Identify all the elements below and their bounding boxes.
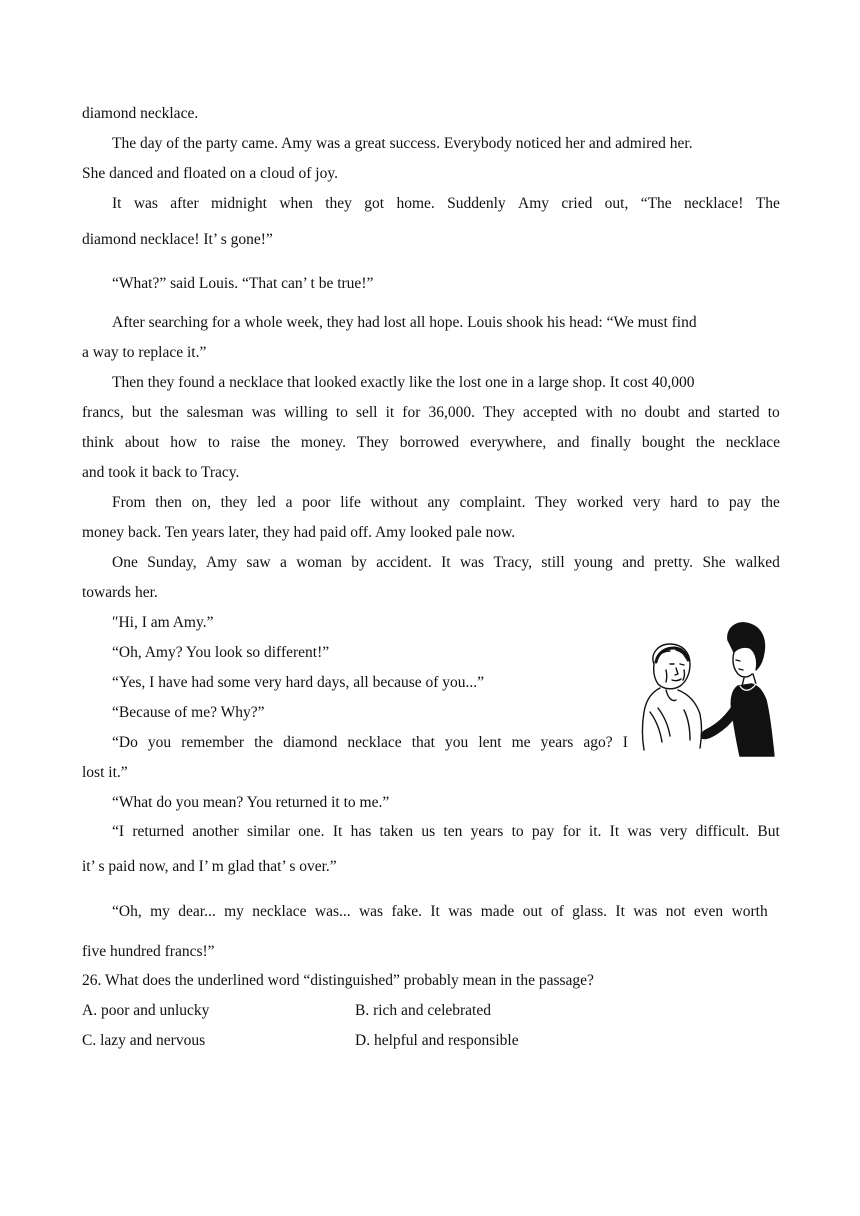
word: It bbox=[609, 823, 620, 840]
word: pay bbox=[728, 494, 752, 511]
word: the bbox=[695, 434, 715, 451]
word: returned bbox=[132, 823, 184, 840]
word: pretty. bbox=[654, 554, 694, 571]
option-d[interactable]: D. helpful and responsible bbox=[355, 1032, 519, 1049]
word: years bbox=[540, 734, 574, 751]
word: They bbox=[535, 494, 567, 511]
word: you bbox=[445, 734, 469, 751]
word: without bbox=[370, 494, 418, 511]
word: then bbox=[155, 494, 182, 511]
word: the bbox=[271, 434, 290, 451]
word: the bbox=[159, 404, 179, 421]
word: woman bbox=[296, 554, 342, 571]
passage-line bbox=[112, 553, 780, 573]
word: They bbox=[483, 404, 515, 421]
option-c[interactable]: C. lazy and nervous bbox=[82, 1032, 206, 1049]
word: was bbox=[459, 554, 485, 571]
word: poor bbox=[302, 494, 331, 511]
word: the bbox=[254, 734, 274, 751]
word: with bbox=[585, 404, 613, 421]
passage-line: diamond necklace! It’ s gone!” bbox=[82, 231, 273, 248]
word: by bbox=[351, 554, 367, 571]
passage-line bbox=[82, 403, 780, 423]
word: to bbox=[707, 494, 720, 511]
word: you bbox=[147, 734, 172, 751]
word: necklace bbox=[347, 734, 402, 751]
word: very bbox=[632, 494, 661, 511]
word: made bbox=[480, 903, 515, 920]
word: It bbox=[430, 903, 440, 920]
word: no bbox=[620, 404, 637, 421]
word: they bbox=[325, 195, 352, 212]
word: they bbox=[220, 494, 248, 511]
word: complaint. bbox=[459, 494, 526, 511]
passage-line: money back. Ten years later, they had paid off. Amy looked pale now. bbox=[82, 524, 516, 541]
word: cried bbox=[561, 195, 593, 212]
word: willing bbox=[283, 404, 328, 421]
word: to bbox=[767, 404, 780, 421]
word: diamond bbox=[283, 734, 338, 751]
passage-line: “Oh, Amy? You look so different!” bbox=[112, 644, 330, 661]
passage-line: Then they found a necklace that looked exactly like the lost one in a large shop. It cost 40,000 bbox=[112, 374, 695, 391]
word: borrowed bbox=[399, 434, 460, 451]
word: was bbox=[251, 404, 276, 421]
word: about bbox=[124, 434, 160, 451]
word: was bbox=[448, 903, 473, 920]
word: very bbox=[659, 823, 688, 840]
word: and bbox=[557, 434, 580, 451]
word: I bbox=[622, 734, 628, 751]
word: it. bbox=[588, 823, 602, 840]
word: ago? bbox=[583, 734, 613, 751]
word: glass. bbox=[572, 903, 608, 920]
passage-line: “Because of me? Why?” bbox=[112, 704, 265, 721]
word: life bbox=[340, 494, 361, 511]
word: It bbox=[112, 195, 122, 212]
word: They bbox=[356, 434, 389, 451]
word: of bbox=[550, 903, 564, 920]
word: was... bbox=[314, 903, 351, 920]
word: not bbox=[665, 903, 686, 920]
passage-line: “What?” said Louis. “That can’ t be true!” bbox=[112, 275, 374, 292]
word: The bbox=[755, 195, 780, 212]
word: necklace! bbox=[684, 195, 744, 212]
word: remember bbox=[181, 734, 245, 751]
option-b[interactable]: B. rich and celebrated bbox=[355, 1002, 491, 1019]
word: francs, bbox=[82, 404, 124, 421]
word: salesman bbox=[186, 404, 244, 421]
word: It bbox=[332, 823, 343, 840]
word: One bbox=[112, 554, 138, 571]
word: still bbox=[541, 554, 565, 571]
word: has bbox=[350, 823, 372, 840]
word: Suddenly bbox=[447, 195, 506, 212]
word: necklace bbox=[252, 903, 307, 920]
passage-line: She danced and floated on a cloud of joy. bbox=[82, 165, 338, 182]
word: out bbox=[522, 903, 543, 920]
word: From bbox=[112, 494, 146, 511]
word: accepted bbox=[522, 404, 578, 421]
word: finally bbox=[590, 434, 631, 451]
word: us bbox=[421, 823, 436, 840]
word: She bbox=[702, 554, 726, 571]
word: out, bbox=[604, 195, 629, 212]
word: sell bbox=[355, 404, 378, 421]
passage-line bbox=[112, 902, 768, 922]
word: fake. bbox=[391, 903, 423, 920]
passage-line: diamond necklace. bbox=[82, 105, 199, 122]
passage-line bbox=[112, 733, 628, 753]
word: for bbox=[402, 404, 421, 421]
word: home. bbox=[396, 195, 435, 212]
word: even bbox=[693, 903, 724, 920]
passage-line: The day of the party came. Amy was a great success. Everybody noticed her and admired her. bbox=[112, 135, 693, 152]
passage-line bbox=[112, 493, 780, 513]
word: any bbox=[427, 494, 450, 511]
word: to bbox=[335, 404, 348, 421]
word: think bbox=[82, 434, 114, 451]
word: was bbox=[358, 903, 384, 920]
word: the bbox=[760, 494, 780, 511]
word: me bbox=[511, 734, 531, 751]
passage-line bbox=[112, 822, 780, 842]
word: hard bbox=[669, 494, 698, 511]
word: difficult. bbox=[695, 823, 750, 840]
word: Tracy, bbox=[493, 554, 532, 571]
passage-line: “What do you mean? You returned it to me.” bbox=[112, 794, 390, 811]
word: another bbox=[192, 823, 239, 840]
word: after bbox=[170, 195, 199, 212]
word: midnight bbox=[211, 195, 267, 212]
word: my bbox=[224, 903, 244, 920]
passage-line bbox=[112, 194, 780, 214]
word: Amy bbox=[518, 195, 549, 212]
passage-line bbox=[82, 433, 780, 453]
word: 36,000. bbox=[428, 404, 475, 421]
word: for bbox=[562, 823, 581, 840]
word: necklace bbox=[725, 434, 780, 451]
word: worth bbox=[731, 903, 768, 920]
word: a bbox=[279, 554, 287, 571]
word: and bbox=[687, 404, 711, 421]
word: walked bbox=[735, 554, 780, 571]
word: got bbox=[364, 195, 385, 212]
word: years bbox=[470, 823, 504, 840]
passage-line: “Yes, I have had some very hard days, all because of you...” bbox=[112, 674, 485, 691]
word: to bbox=[511, 823, 524, 840]
word: to bbox=[207, 434, 220, 451]
word: Amy bbox=[206, 554, 238, 571]
passage-line: a way to replace it.” bbox=[82, 344, 207, 361]
word: was bbox=[627, 823, 652, 840]
word: one. bbox=[298, 823, 325, 840]
word: It bbox=[441, 554, 451, 571]
question-text: 26. What does the underlined word “distinguished” probably mean in the passage? bbox=[82, 972, 594, 989]
word: but bbox=[131, 404, 152, 421]
word: my bbox=[150, 903, 170, 920]
word: how bbox=[170, 434, 197, 451]
passage-line: ″Hi, I am Amy.” bbox=[112, 614, 214, 631]
word: that bbox=[411, 734, 435, 751]
word: worked bbox=[576, 494, 624, 511]
word: Sunday, bbox=[147, 554, 197, 571]
word: led bbox=[256, 494, 276, 511]
word: pay bbox=[531, 823, 555, 840]
word: on, bbox=[191, 494, 211, 511]
word: everywhere, bbox=[470, 434, 547, 451]
word: accident. bbox=[376, 554, 432, 571]
illustration-two-women bbox=[640, 620, 778, 760]
word: raise bbox=[230, 434, 261, 451]
word: money. bbox=[300, 434, 346, 451]
passage-line: After searching for a whole week, they had lost all hope. Louis shook his head: “We must find bbox=[112, 314, 697, 331]
word: taken bbox=[379, 823, 414, 840]
word: when bbox=[279, 195, 313, 212]
word: similar bbox=[246, 823, 291, 840]
passage-line: it’ s paid now, and I’ m glad that’ s over.” bbox=[82, 858, 337, 875]
word: and bbox=[622, 554, 645, 571]
word: But bbox=[757, 823, 780, 840]
word: “Oh, bbox=[112, 903, 142, 920]
option-a[interactable]: A. poor and unlucky bbox=[82, 1002, 210, 1019]
word: bought bbox=[641, 434, 685, 451]
word: lent bbox=[478, 734, 502, 751]
word: “I bbox=[112, 823, 125, 840]
passage-line: and took it back to Tracy. bbox=[82, 464, 240, 481]
word: doubt bbox=[644, 404, 680, 421]
word: dear... bbox=[178, 903, 216, 920]
passage-line: five hundred francs!” bbox=[82, 943, 215, 960]
word: saw bbox=[246, 554, 271, 571]
word: was bbox=[133, 195, 158, 212]
word: It bbox=[615, 903, 625, 920]
passage-line: lost it.” bbox=[82, 764, 128, 781]
word: ten bbox=[443, 823, 463, 840]
word: started bbox=[718, 404, 760, 421]
word: “Do bbox=[112, 734, 138, 751]
passage-line: towards her. bbox=[82, 584, 158, 601]
word: it bbox=[385, 404, 395, 421]
word: “The bbox=[640, 195, 672, 212]
word: young bbox=[574, 554, 613, 571]
word: a bbox=[285, 494, 293, 511]
word: was bbox=[633, 903, 658, 920]
